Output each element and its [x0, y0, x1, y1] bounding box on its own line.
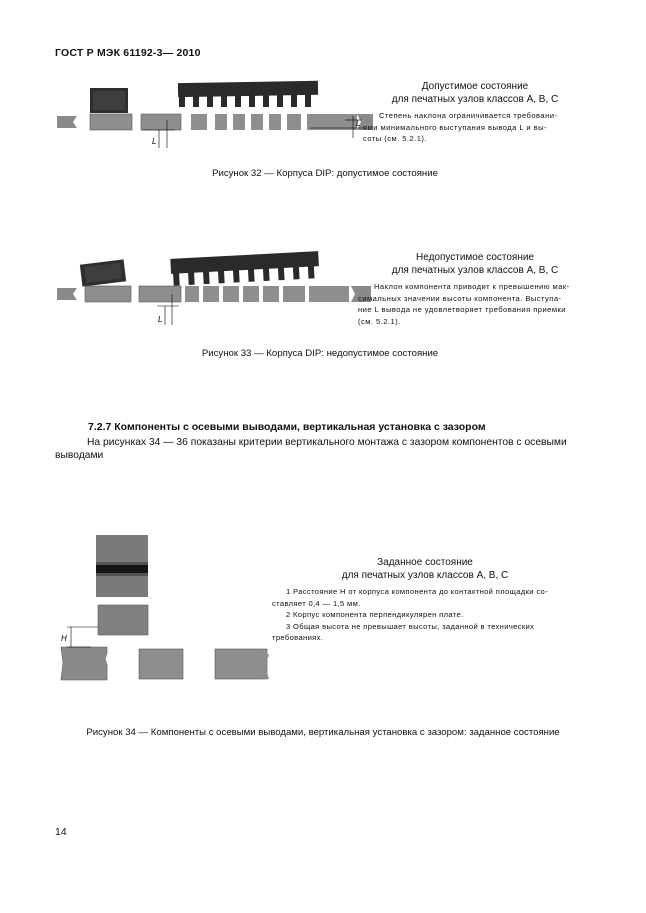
- dip-body-left-tilted: [80, 259, 126, 286]
- figure-34-title-line2: для печатных узлов классов А, В, С: [341, 570, 509, 581]
- figure-32-text-line2: ями минимального выступания вывода L и вы-: [363, 122, 547, 132]
- figure-33-text-line2: симальных значении высоты компонента. Выступа-: [358, 293, 562, 303]
- section-paragraph: На рисунках 34 — 36 показаны критерии вертикального монтажа с зазором компонентов с осевыми выводами: [55, 437, 567, 461]
- figure-33-title: [380, 251, 570, 277]
- label-h-34: H: [61, 634, 67, 643]
- figure-32-description: [363, 110, 591, 145]
- figure-33-title-line1: Недопустимое состояние: [416, 252, 534, 263]
- figure-34-illustration: [55, 535, 280, 685]
- figure-33-caption: Рисунок 33 — Корпуса DIP: недопустимое состояние: [201, 348, 439, 359]
- axial-component-body: [96, 535, 148, 597]
- figure-34-caption: Рисунок 34 — Компоненты с осевыми выводами, вертикальная установка с зазором: заданное состояние: [86, 727, 560, 738]
- figure-34-title-line1: Заданное состояние: [377, 557, 473, 568]
- figure-34-title: [330, 556, 520, 582]
- figure-33-description: [358, 281, 591, 327]
- label-l-33: L: [158, 315, 163, 324]
- figure-32-title-line2: для печатных узлов классов А, В, С: [391, 94, 559, 105]
- figure-34-item1-line1: 1 Расстояние H от корпуса компонента до контактной площадки со-: [286, 587, 548, 596]
- figure-34-item2: 2 Корпус компонента перпендикулярен плате.: [286, 610, 464, 619]
- figure-32-caption: Рисунок 32 — Корпуса DIP: допустимое состояние: [212, 168, 438, 179]
- figure-32-text-line1: Степень наклона ограничивается требовани-: [379, 111, 558, 120]
- dip-component-body: [178, 81, 318, 107]
- figure-33-text-line3: ние L вывода не удовлетворяет требования приемки: [358, 305, 566, 314]
- dip-body-left: [90, 88, 128, 113]
- figure-33-title-line2: для печатных узлов классов А, В, С: [391, 265, 559, 276]
- figure-34-description: [272, 586, 590, 644]
- document-header: ГОСТ Р МЭК 61192-3— 2010: [55, 47, 201, 59]
- figure-32-text-line3: соты (см. 5.2.1).: [363, 134, 427, 143]
- page-number: 14: [55, 826, 67, 838]
- figure-34-item3-line1: 3 Общая высота не превышает высоты, заданной в технических: [286, 621, 535, 631]
- figure-33-text-line1: Наклон компонента приводит к превышению мак-: [374, 282, 570, 291]
- pcb-strip: [57, 114, 373, 130]
- label-l-left: L: [152, 137, 157, 146]
- dip-component-body-tilted: [170, 251, 319, 286]
- section-heading: 7.2.7 Компоненты с осевыми выводами, вертикальная установка с зазором: [88, 421, 486, 433]
- axial-component-lower-body: [98, 605, 148, 635]
- pcb-pads-34: [61, 647, 269, 680]
- dimension-lines-34: [67, 627, 98, 647]
- figure-34-item3-line2: требованиях.: [272, 633, 324, 642]
- figure-33-illustration: [55, 250, 375, 330]
- label-l-right: L: [356, 119, 361, 128]
- figure-32-title-line1: Допустимое состояние: [421, 81, 529, 92]
- figure-32-illustration: [55, 78, 375, 153]
- figure-32-title: [380, 80, 570, 106]
- figure-34-item1-line2: ставляет 0,4 — 1,5 мм.: [272, 598, 361, 608]
- pcb-strip-33: [57, 286, 371, 302]
- figure-33-text-line4: (см. 5.2.1).: [358, 316, 401, 326]
